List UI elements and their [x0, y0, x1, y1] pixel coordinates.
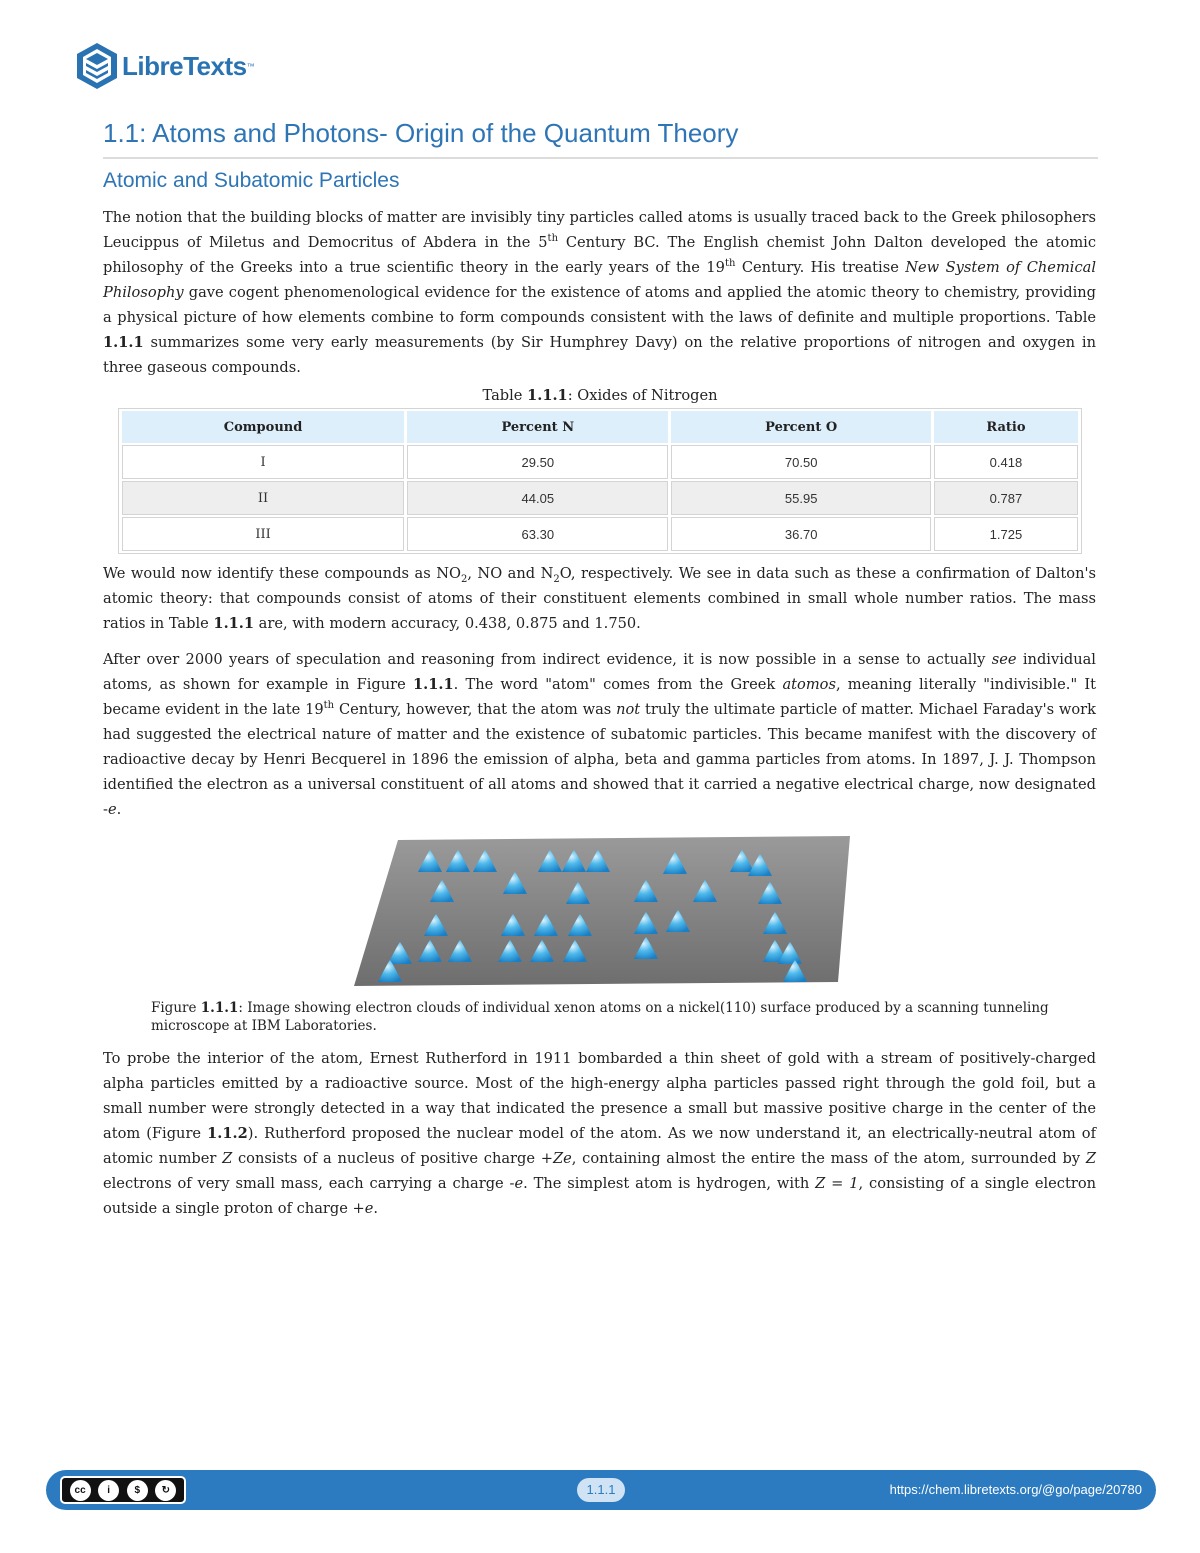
- page-number: 1.1.1: [577, 1478, 625, 1502]
- table-row: [122, 517, 1078, 551]
- paragraph-atoms-history: The notion that the building blocks of matter are invisibly tiny particles called atoms is usually traced back to the Greek philosophers Leucippus of Miletus and Democritus of Abdera in the 5th Century BC. The English chemist John Dalton developed the atomic philosophy of the Greeks into a true scientific theory in the early years of the 19th Century. His treatise New System of Chemical Philosophy gave cogent phenomenological evidence for the existence of atoms and applied the atomic theory to chemistry, providing a physical picture of how elements combine to form compounds consistent with the laws of definite and multiple proportions. Table 1.1.1 summarizes some very early measurements (by Sir Humphrey Davy) on the relative proportions of nitrogen and oxygen in three gaseous compounds.: [103, 209, 1096, 376]
- attribution-icon: i: [98, 1480, 119, 1501]
- table-cell: 63.30: [407, 517, 668, 551]
- noncommercial-icon: $: [127, 1480, 148, 1501]
- column-header: Percent N: [407, 411, 668, 443]
- page-footer: [46, 1470, 1156, 1510]
- column-header: Compound: [122, 411, 404, 443]
- table-cell: 70.50: [671, 445, 930, 479]
- logo-text: LibreTexts: [122, 50, 247, 81]
- table-reference[interactable]: 1.1.1: [213, 615, 255, 632]
- oxides-of-nitrogen-table: [118, 408, 1082, 554]
- paragraph-rutherford: To probe the interior of the atom, Ernest Rutherford in 1911 bombarded a thin sheet of gold with a stream of positively-charged alpha particles emitted by a radioactive source. Most of the high-energy alpha particles passed right through the gold foil, but a small number were strongly detected in a way that indicated the presence a small but massive positive charge in the center of the atom (Figure 1.1.2). Rutherford proposed the nuclear model of the atom. As we now understand it, an electrically-neutral atom of atomic number Z consists of a nucleus of positive charge +Ze, containing almost the entire the mass of the atom, surrounded by Z electrons of very small mass, each carrying a charge -e. The simplest atom is hydrogen, with Z = 1, consisting of a single electron outside a single proton of charge +e.: [103, 1050, 1097, 1217]
- table-cell: 0.787: [934, 481, 1078, 515]
- table-cell: 0.418: [934, 445, 1078, 479]
- stm-xenon-atoms-image: [350, 832, 850, 990]
- table-cell: 44.05: [407, 481, 668, 515]
- table-cell: 29.50: [407, 445, 668, 479]
- paragraph-dalton: We would now identify these compounds as $NO_2$, NO and $N_2O$, respectively. We see in data such as these a confirmation of Dalton's atomic theory: that compounds consist of atoms of their constituent elements combined in small whole number ratios. The mass ratios in Table 1.1.1 are, with modern accuracy, 0.438, 0.875 and 1.750.: [103, 565, 1096, 632]
- table-cell: III: [122, 517, 404, 551]
- figure-reference[interactable]: 1.1.1: [412, 676, 454, 693]
- logo-trademark: ™: [246, 61, 255, 71]
- column-header: Percent O: [671, 411, 930, 443]
- table-cell: 1.725: [934, 517, 1078, 551]
- creative-commons-icon: cc: [70, 1480, 91, 1501]
- cc-license-badge[interactable]: [60, 1476, 186, 1504]
- book-title: New System of Chemical Philosophy: [103, 259, 1096, 301]
- section-heading: Atomic and Subatomic Particles: [103, 169, 400, 192]
- paragraph-individual-atoms: After over 2000 years of speculation and reasoning from indirect evidence, it is now possible in a sense to actually see individual atoms, as shown for example in Figure 1.1.1. The word "atom" comes from the Greek atomos, meaning literally "indivisible." It became evident in the late 19th Century, however, that the atom was not truly the ultimate particle of matter. Michael Faraday's work had suggested the electrical nature of matter and the existence of subatomic particles. This became manifest with the discovery of radioactive decay by Henri Becquerel in 1896 the emission of alpha, beta and gamma particles from atoms. In 1897, J. J. Thompson identified the electron as a universal constituent of all atoms and showed that it carried a negative electrical charge, now designated -e.: [103, 651, 1096, 818]
- table-cell: I: [122, 445, 404, 479]
- column-header: Ratio: [934, 411, 1078, 443]
- sharealike-icon: ↻: [155, 1480, 176, 1501]
- table-row: [122, 481, 1078, 515]
- table-header-row: [122, 411, 1078, 443]
- table-cell: II: [122, 481, 404, 515]
- table-cell: 36.70: [671, 517, 930, 551]
- page-url-link[interactable]: https://chem.libretexts.org/@go/page/20780: [889, 1482, 1142, 1497]
- figure-reference[interactable]: 1.1.2: [207, 1125, 248, 1142]
- table-reference[interactable]: 1.1.1: [103, 334, 144, 351]
- page-title: 1.1: Atoms and Photons- Origin of the Quantum Theory: [103, 118, 1098, 159]
- figure-caption: Figure 1.1.1: Image showing electron clouds of individual xenon atoms on a nickel(110) surface produced by a scanning tunneling microscope at IBM Laboratories.: [151, 1000, 1049, 1034]
- libretexts-logo-icon: [74, 41, 120, 91]
- table-cell: 55.95: [671, 481, 930, 515]
- libretexts-logo[interactable]: [74, 40, 264, 92]
- table-caption: Table 1.1.1: Oxides of Nitrogen: [482, 387, 718, 404]
- table-row: [122, 445, 1078, 479]
